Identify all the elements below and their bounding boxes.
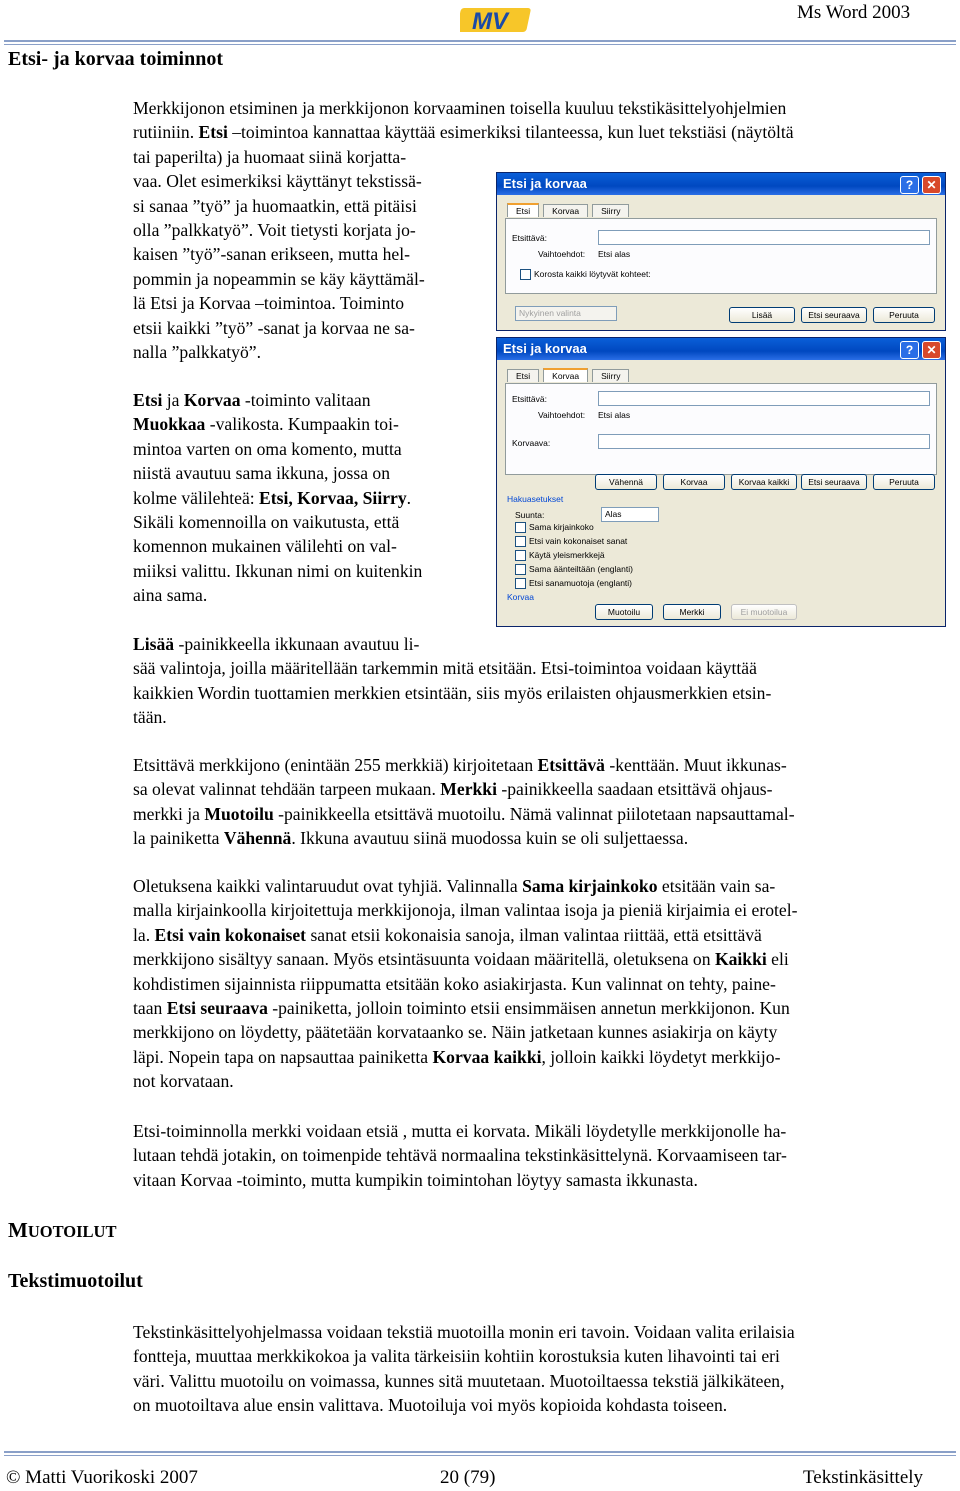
mv-logo	[460, 4, 534, 36]
footer-rule	[4, 1451, 956, 1453]
direction-select[interactable]: Alas	[601, 507, 659, 522]
format-button[interactable]: Muotoilu	[595, 604, 653, 620]
replace-label: Korvaava:	[512, 438, 551, 448]
find-replace-dialog-find-tab	[496, 172, 946, 331]
help-icon[interactable]: ?	[900, 176, 919, 194]
options-value: Etsi alas	[598, 410, 631, 420]
main-heading: Etsi- ja korvaa toiminnot	[8, 48, 223, 70]
direction-label: Suunta:	[515, 510, 545, 520]
dialog-title: Etsi ja korvaa	[503, 341, 587, 356]
paragraph-formatting: Tekstinkäsittelyohjelmassa voidaan tekstiä muotoilla monin eri tavoin. Voidaan valita erilaisia fontteja, muuttaa merkkikokoa ja valita tärkeisiin kohtiin korostuksia kuten lihavointi tai eri väri. Valittu muotoilu on voimassa, kunnes sitä muutetaan. Muotoiltaessa tekstiä jälkikäteen, on muotoiltava alue ensin valittava. Muotoiluja voi myös kopioida kohdasta toiseen.	[133, 1322, 795, 1416]
wildcards-label: Käytä yleismerkkejä	[529, 550, 605, 560]
wildcards-checkbox[interactable]	[515, 550, 526, 561]
sub-heading-text-formatting: Tekstimuotoilut	[8, 1270, 143, 1292]
scope-select[interactable]: Nykyinen valinta	[515, 306, 617, 321]
highlight-label: Korosta kaikki löytyvät kohteet:	[534, 269, 651, 279]
match-case-checkbox[interactable]	[515, 522, 526, 533]
match-case-label: Sama kirjainkoko	[529, 522, 594, 532]
footer-page-number: 20 (79)	[440, 1467, 496, 1488]
find-label: Etsittävä:	[512, 233, 547, 243]
footer-rule-thin	[4, 1455, 956, 1456]
footer-author: © Matti Vuorikoski 2007	[6, 1467, 198, 1488]
tab-replace[interactable]: Korvaa	[543, 204, 588, 217]
dialog-title-bar	[497, 338, 945, 360]
replace-button[interactable]: Korvaa	[663, 474, 725, 490]
tab-find[interactable]: Etsi	[507, 203, 539, 217]
dialog-title: Etsi ja korvaa	[503, 176, 587, 191]
highlight-checkbox[interactable]	[520, 269, 531, 280]
whole-words-label: Etsi vain kokonaiset sanat	[529, 536, 628, 546]
logo-text: MV	[472, 8, 508, 35]
dialog-title-bar	[497, 173, 945, 195]
replace-section-heading: Korvaa	[507, 592, 534, 602]
paragraph-find-field: Etsittävä merkkijono (enintään 255 merkkiä) kirjoitetaan Etsittävä -kenttään. Muut ikkunas- sa olevat valinnat tehdään tarpeen mukaan. Merkki -painikkeella saadaan etsittävä ohjaus- merkki ja Muotoilu -painikkeella etsittävä muotoilu. Nämä valinnat piilotetaan napsauttamal- la painiketta Vähennä. Ikkuna avautuu siinä muodossa kuin se oli suljettaessa.	[133, 755, 795, 849]
cancel-button[interactable]: Peruuta	[873, 307, 935, 323]
tab-replace[interactable]: Korvaa	[543, 368, 588, 382]
document-title: Ms Word 2003	[797, 2, 911, 23]
replace-panel	[505, 383, 937, 475]
options-label: Vaihtoehdot:	[538, 410, 586, 420]
cancel-button[interactable]: Peruuta	[873, 474, 935, 490]
whole-words-checkbox[interactable]	[515, 536, 526, 547]
find-next-button[interactable]: Etsi seuraava	[801, 307, 867, 323]
no-formatting-button[interactable]: Ei muotoilua	[731, 604, 797, 620]
word-forms-checkbox[interactable]	[515, 578, 526, 589]
find-input[interactable]	[598, 230, 930, 245]
special-button[interactable]: Merkki	[663, 604, 721, 620]
paragraph-find-only: Etsi-toiminnolla merkki voidaan etsiä , mutta ei korvata. Mikäli löydetylle merkkijonolle ha- lutaan tehdä jotakin, on toimenpide tehtävä normaalina tekstinkäsittelynä. Korvaamiseen tar- vitaan Korvaa -toiminto, mutta kumpikin toimintohan löytyy samasta ikkunasta.	[133, 1121, 787, 1190]
help-icon[interactable]: ?	[900, 341, 919, 359]
close-icon[interactable]: ✕	[922, 341, 941, 359]
less-button[interactable]: Vähennä	[595, 474, 657, 490]
replace-input[interactable]	[598, 434, 930, 449]
find-label: Etsittävä:	[512, 394, 547, 404]
replace-all-button[interactable]: Korvaa kaikki	[731, 474, 797, 490]
find-replace-dialog-replace-tab	[496, 337, 946, 627]
options-value: Etsi alas	[598, 249, 631, 259]
paragraph-more: Lisää -painikkeella ikkunaan avautuu li- sää valintoja, joilla määritellään tarkemmin mitä etsitään. Etsi-toimintoa voidaan käyttää kaikkien Wordin tuottamien merkkien etsintään, siis myös erilaisten ohjausmerkkien etsin- tään.	[133, 634, 772, 728]
find-input[interactable]	[598, 391, 930, 406]
sounds-like-label: Sama äänteiltään (englanti)	[529, 564, 633, 574]
find-next-button[interactable]: Etsi seuraava	[801, 474, 867, 490]
paragraph-intro: Merkkijonon etsiminen ja merkkijonon korvaaminen toisella kuuluu tekstikäsittelyohjelmien rutiiniin. Etsi –toimintoa kannattaa käyttää esimerkiksi tilanteessa, kun luet tekstiäsi (näytöltä tai paperilta) ja huomaat siinä korjatta- vaa. Olet esimerkiksi käyttänyt tekstissä- si sanaa ”työ” ja huomaatkin, että pitäisi olla ”palkkatyö”. Voit tietysti korjata jo- kaisen ”työ”-sanan erikseen, mutta hel- pommin ja nopeammin se käy käyttämäl- lä Etsi ja Korvaa –toimintoa. Toiminto etsii kaikki ”työ” -sanat ja korvaa ne sa- nalla ”palkkatyö”.	[133, 98, 794, 363]
header-rule-thin	[4, 44, 956, 45]
tab-goto[interactable]: Siirry	[592, 369, 629, 382]
word-forms-label: Etsi sanamuotoja (englanti)	[529, 578, 633, 588]
paragraph-menu: Etsi ja Korvaa -toiminto valitaan Muokkaa -valikosta. Kumpaakin toi- mintoa varten on oma komento, mutta niistä avautuu sama ikkuna, jossa on kolme välilehteä: Etsi, Korvaa, Siirry. Sikäli komennoilla on vaikutusta, että komennon mukainen välilehti on val- miiksi valittu. Ikkunan nimi on kuitenkin aina sama.	[133, 390, 423, 606]
search-options-heading: Hakuasetukset	[507, 494, 564, 504]
close-icon[interactable]: ✕	[922, 176, 941, 194]
section-heading-formatting: MUOTOILUT	[8, 1218, 117, 1242]
paragraph-defaults: Oletuksena kaikki valintaruudut ovat tyhjiä. Valinnalla Sama kirjainkoko etsitään vain sa- malla kirjainkoolla kirjoitettuja merkkijonoja, ilman valintaa isoja ja pieniä kirjaimia ei erotel- la. Etsi vain kokonaiset sanat etsii kokonaisia sanoja, ilman valintaa riittää, että etsittävä merkkijono sisältyy sanaan. Myös etsintäsuunta voidaan määritellä, oletuksena on Kaikki eli kohdistimen sijainnista riippumatta etsitään koko asiakirjasta. Kun valinnat on tehty, paine- taan Etsi seuraava -painiketta, jolloin toiminto etsii ensimmäisen annetun merkkijonon. Kun merkkijono on löydetty, päätetään korvataanko se. Näin jatketaan kunnes asiakirja on käyty läpi. Nopein tapa on napsauttaa painiketta Korvaa kaikki, jolloin kaikki löydetyt merkkijo- not korvataan.	[133, 876, 798, 1092]
more-button[interactable]: Lisää	[729, 307, 795, 323]
header-rule	[4, 40, 956, 42]
tab-find[interactable]: Etsi	[507, 369, 539, 382]
options-label: Vaihtoehdot:	[538, 249, 586, 259]
find-panel	[505, 218, 937, 294]
sounds-like-checkbox[interactable]	[515, 564, 526, 575]
footer-chapter: Tekstinkäsittely	[803, 1467, 924, 1488]
tab-goto[interactable]: Siirry	[592, 204, 629, 217]
